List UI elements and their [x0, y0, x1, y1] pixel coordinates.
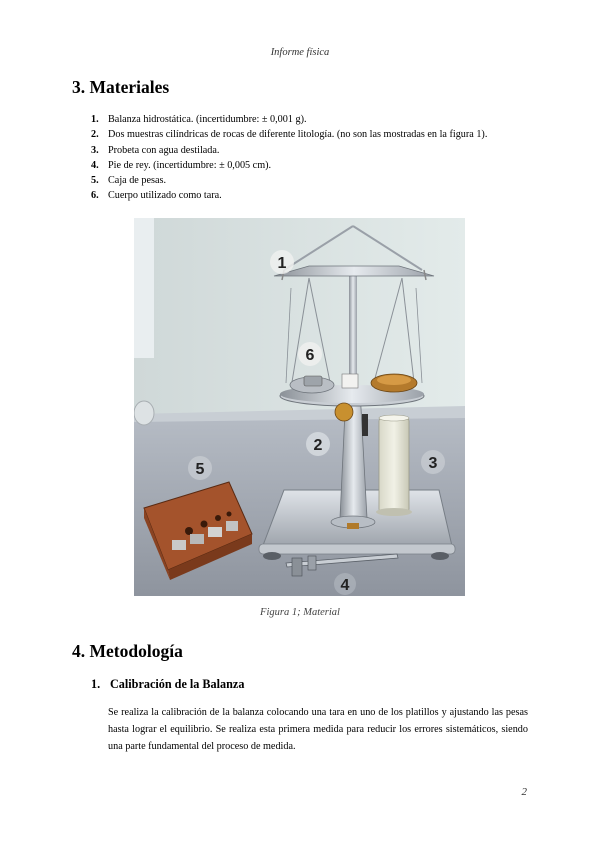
list-item-number: 1. [91, 114, 99, 125]
list-item [91, 143, 487, 158]
subsection-number: 1. [91, 677, 101, 691]
list-item-text: Cuerpo utilizado como tara. [108, 190, 222, 202]
list-item-text: Probeta con agua destilada. [108, 144, 220, 156]
list-item-number: 2. [91, 129, 99, 141]
running-header: Informe física [270, 47, 330, 58]
figure-label-4: 4 [340, 577, 350, 594]
list-item [91, 188, 487, 203]
list-item-number: 3. [91, 144, 99, 156]
list-item-number: 5. [91, 175, 99, 187]
figure-label-5: 5 [195, 461, 205, 478]
list-item-number: 4. [91, 159, 99, 171]
figure-label-1: 1 [277, 255, 287, 272]
figure-label-6: 6 [305, 347, 315, 364]
materials-list [91, 112, 487, 204]
list-item-number: 6. [91, 190, 99, 202]
figure-label-3: 3 [428, 455, 438, 472]
subsection-heading [91, 677, 244, 692]
list-item [91, 173, 487, 188]
subsection-title: Calibración de la Balanza [110, 677, 245, 691]
body-paragraph: Se realiza la calibración de la balanza colocando una tara en uno de los platillos y ajustando las pesas hasta lograr el equilibrio. Se realiza esta primera medida para reducir los errores sistemáticos, siendo una parte fundamental del proceso de medida. [108, 707, 528, 752]
list-item [91, 112, 487, 127]
list-item [91, 158, 487, 173]
list-item-text: Pie de rey. (incertidumbre: ± 0,005 cm). [108, 159, 272, 171]
list-item-text: Caja de pesas. [108, 175, 166, 187]
list-item-text: Balanza hidrostática. (incertidumbre: ± 0,001 g). [108, 114, 307, 125]
list-item-text: Dos muestras cilíndricas de rocas de diferente litología. (no son las mostradas en la figura 1). [108, 129, 488, 141]
page-number: 2 [521, 786, 527, 798]
list-item [91, 127, 487, 142]
section-heading-materiales: 3. Materiales [72, 77, 170, 97]
materials-photo [134, 218, 465, 596]
figure-label-2: 2 [313, 437, 323, 454]
section-heading-metodologia: 4. Metodología [72, 641, 183, 661]
figure-caption: Figura 1; Material [260, 607, 340, 618]
